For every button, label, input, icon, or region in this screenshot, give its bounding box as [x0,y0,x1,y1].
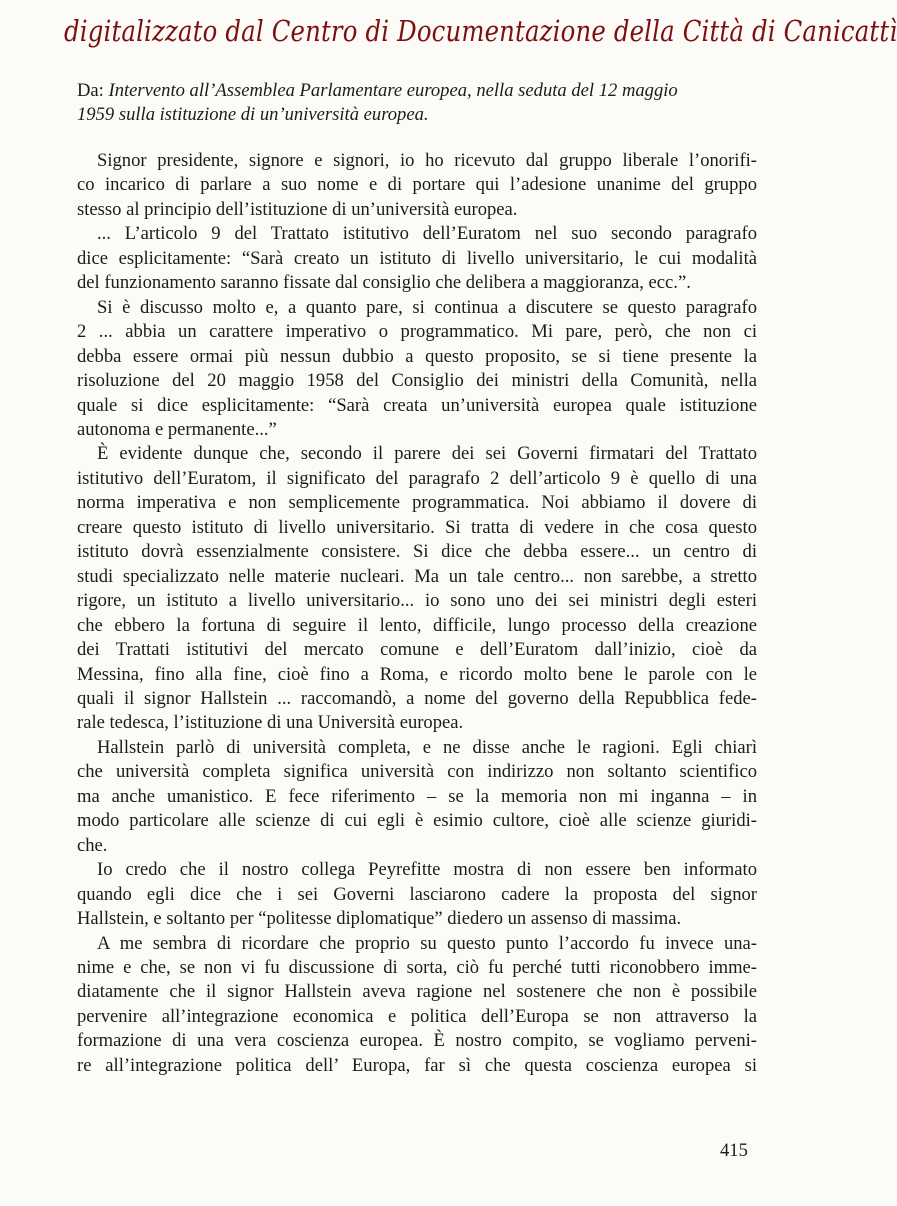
text-line: 2 ... abbia un carattere imperativo o programmatico. Mi pare, però, che non ci [77,321,757,343]
text-line: autonoma e permanente...” [77,418,277,440]
text-line: formazione di una vera coscienza europea. È nostro compito, se vogliamo perveni- [77,1030,757,1052]
text-line: dice esplicitamente: “Sarà creato un istituto di livello universitario, le cui modalità [77,247,757,269]
text-line: nime e che, se non vi fu discussione di sorta, ciò fu perché tutti riconobbero imme- [77,956,757,978]
text-line: rigore, un istituto a livello universitario... io sono uno dei sei ministri degli esteri [77,590,757,612]
paragraph [77,858,757,931]
text-line: Hallstein, e soltanto per “politesse diplomatique” diedero un assenso di massima. [77,908,682,930]
text-line: Hallstein parlò di università completa, e ne disse anche le ragioni. Egli chiarì [97,736,757,758]
text-line: risoluzione del 20 maggio 1958 del Consiglio dei ministri della Comunità, nella [77,370,757,392]
text-line: creare questo istituto di livello universitario. Si tratta di vedere in che cosa questo [77,516,757,538]
text-line: che università completa significa università con indirizzo non soltanto scientifico [77,761,757,783]
text-line: ma anche umanistico. E fece riferimento – se la memoria non mi inganna – in [77,785,757,807]
text-line: co incarico di parlare a suo nome e di portare qui l’adesione unanime del gruppo [77,174,757,196]
text-line: rale tedesca, l’istituzione di una Università europea. [77,712,464,734]
source-label: Da: [77,80,109,101]
digitization-watermark: digitalizzato dal Centro di Documentazione della Città di Canicattì [64,14,897,48]
text-line: studi specializzato nelle materie nucleari. Ma un tale centro... non sarebbe, a stretto [77,565,757,587]
text-line: ... L’articolo 9 del Trattato istitutivo dell’Euratom nel suo secondo paragrafo [97,223,757,245]
text-line: quando egli dice che i sei Governi lasciarono cadere la proposta del signor [77,883,757,905]
text-line: quale si dice esplicitamente: “Sarà creata un’università europea quale istituzione [77,394,757,416]
text-line: debba essere ormai più nessun dubbio a questo proposito, se si tiene presente la [77,345,757,367]
text-line: norma imperativa e non semplicemente programmatica. Noi abbiamo il dovere di [77,492,757,514]
text-line: pervenire all’integrazione economica e politica dell’Europa se non attraverso la [77,1005,757,1027]
text-line: Si è discusso molto e, a quanto pare, si continua a discutere se questo paragrafo [97,296,757,318]
text-line: modo particolare alle scienze di cui egli è esimio cultore, cioè alle scienze giuridi- [77,810,757,832]
paragraph [77,932,757,1079]
text-line: A me sembra di ricordare che proprio su questo punto l’accordo fu invece una- [97,932,757,954]
text-line: È evidente dunque che, secondo il parere dei sei Governi firmatari del Trattato [97,443,757,465]
text-line: re all’integrazione politica dell’ Europa, far sì che questa coscienza europea si [77,1054,757,1076]
paragraph [77,736,757,858]
text-line: Signor presidente, signore e signori, io ho ricevuto dal gruppo liberale l’onorifi- [97,150,757,171]
text-line: che ebbero la fortuna di seguire il lento, difficile, lungo processo della creazione [77,614,757,636]
paragraph [77,222,757,295]
paragraph [77,442,757,735]
text-line: che. [77,834,108,856]
text-line: stesso al principio dell’istituzione di un’università europea. [77,198,518,220]
text-line: dei Trattati istitutivi del mercato comune e dell’Euratom dall’inizio, cioè da [77,639,757,661]
paragraph [77,296,757,443]
source-citation [77,79,757,127]
text-line: del funzionamento saranno fissate dal consiglio che delibera a maggioranza, ecc.”. [77,272,691,294]
speech-body [77,149,757,1078]
source-title-line-2: 1959 sulla istituzione di un’università europea. [77,104,429,125]
source-title-line-1: Intervento all’Assemblea Parlamentare europea, nella seduta del 12 maggio [108,80,678,101]
text-line: diatamente che il signor Hallstein aveva ragione nel sostenere che non è possibile [77,981,757,1003]
text-line: Messina, fino alla fine, cioè fino a Roma, e ricordo molto bene le parole con le [77,663,757,685]
text-line: istituto dovrà essenzialmente consistere. Si dice che debba essere... un centro di [77,541,757,563]
text-line: Io credo che il nostro collega Peyrefitte mostra di non essere ben informato [97,859,757,881]
text-line: istitutivo dell’Euratom, il significato del paragrafo 2 dell’articolo 9 è quello di una [77,467,757,489]
paragraph [77,149,757,222]
page-number: 415 [720,1140,748,1161]
text-line: quali il signor Hallstein ... raccomandò, a nome del governo della Repubblica fede- [77,687,757,709]
